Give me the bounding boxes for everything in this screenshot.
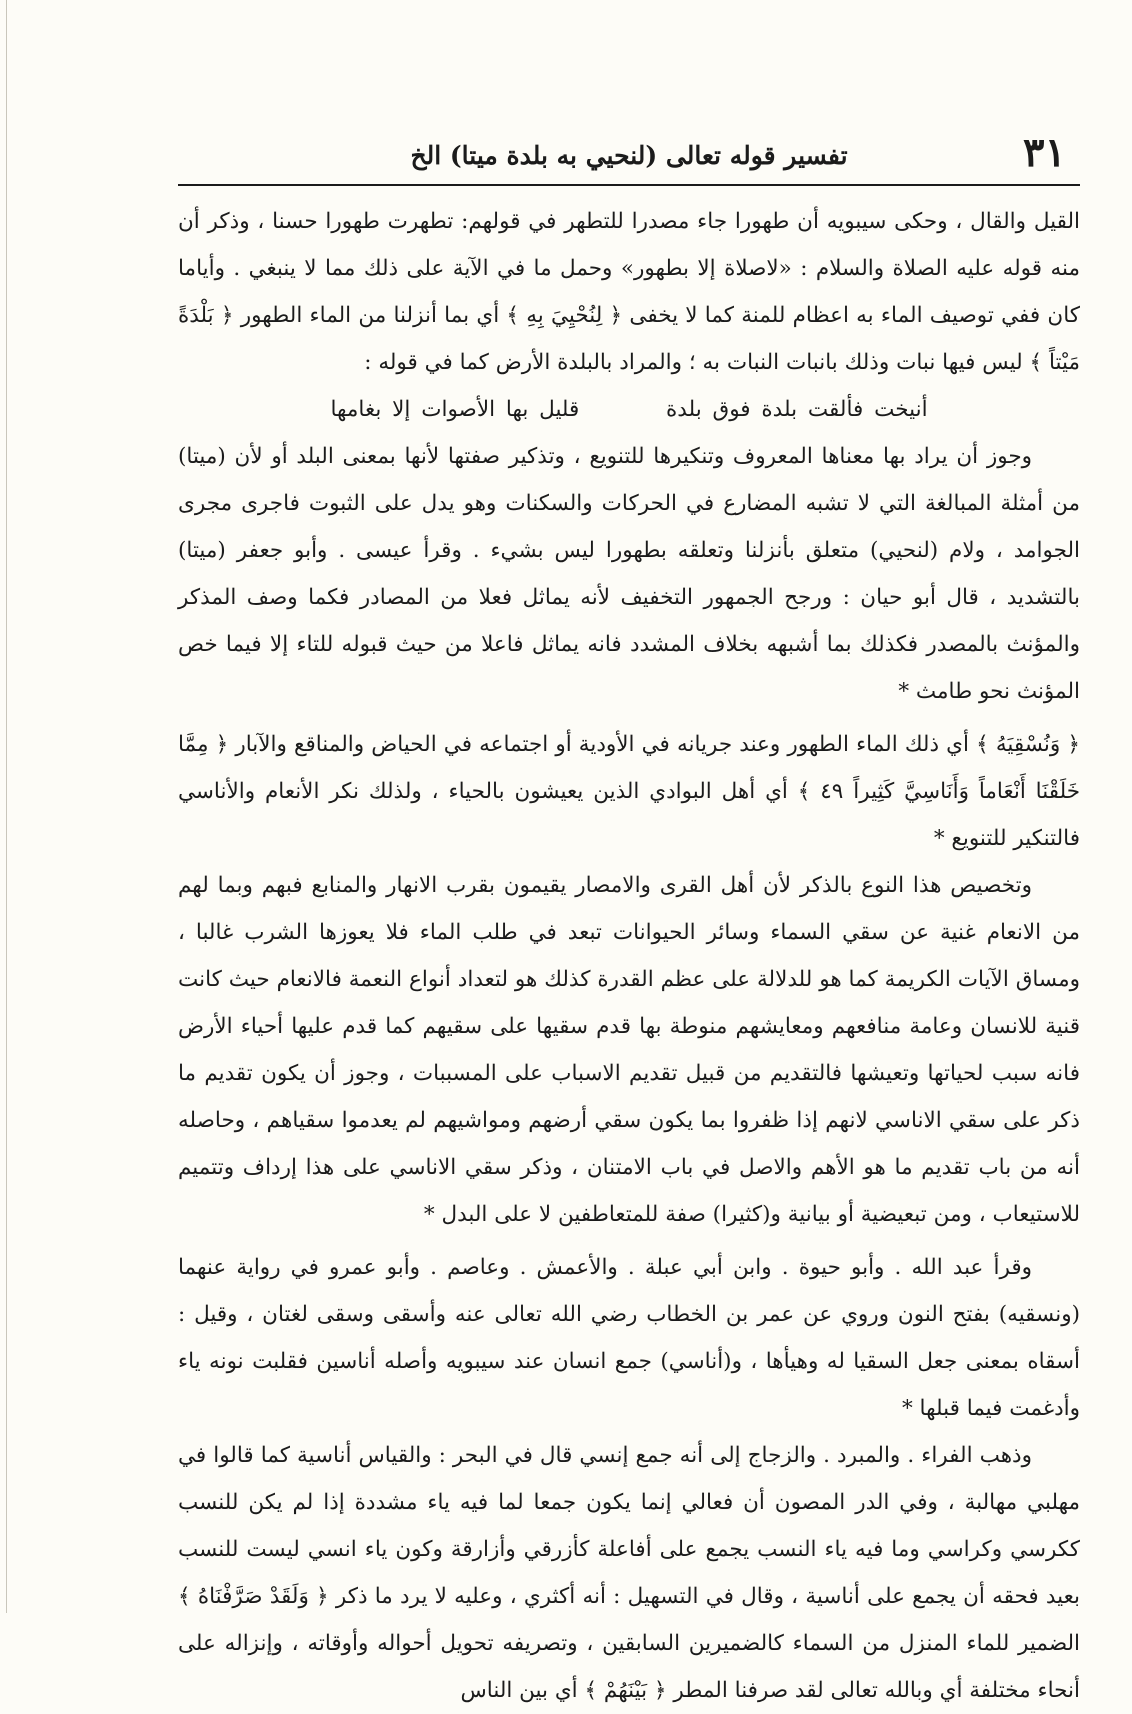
text-line: أنه أكثري ، وعليه لا يرد ما ذكر ﴿ وَلَقَدْ صَرَّفْنَاهُ ﴾ الضمير للماء المنزل من السماء كالضميرين السابقين ، bbox=[178, 1584, 1081, 1656]
text-line: ﴿ مِمَّا خَلَقْنَا أَنْعَاماً وَأَنَاسِيَّ كَثِيراً ٤٩ ﴾ أي أهل البوادي الذين يعيشون بالحياء ، ولذلك نكر bbox=[178, 732, 1080, 804]
text-line: النبات به ؛ والمراد بالبلدة الأرض كما في قوله : bbox=[364, 350, 780, 375]
paragraph-indent bbox=[1032, 873, 1080, 898]
text-line: جعل السقيا له وهيأها ، و(أناسي) جمع انسان عند سيبويه وأصله أناسين فقلبت نونه ياء وأدغمت فيما قبلها * bbox=[178, 1349, 1080, 1421]
paragraph-indent bbox=[1032, 1443, 1080, 1468]
text-line: وقرأ عبد الله . وأبو حيوة . وابن أبي عبلة . والأعمش . وعاصم . وأبو عمرو في رواية عنهما (ونسقيه) bbox=[178, 1255, 1080, 1327]
text-line: بفتح النون وروي عن عمر بن الخطاب رضي الله تعالى عنه وأسقى وسقى لغتان ، وقيل : أسقاه بمعنى bbox=[178, 1302, 1080, 1374]
paragraph bbox=[178, 433, 1080, 715]
verse-hemistich-left: قليل بها الأصوات إلا بغامها bbox=[330, 397, 580, 422]
text-line: وجوز أن يراد بها معناها المعروف وتنكيرها للتنويع ، وتذكير صفتها لأنها بمعنى البلد أو لأن (ميتا) من bbox=[178, 444, 1080, 516]
text-line: في باب الامتنان ، وذكر سقي الاناسي على هذا إرداف وتتميم للاستيعاب ، ومن تبعيضية أو بيانية و(كثيرا) صفة bbox=[178, 1155, 1080, 1227]
paragraph-indent bbox=[1032, 1255, 1080, 1280]
page-number: ٣١ bbox=[1023, 129, 1066, 176]
text-line: ورجح الجمهور التخفيف لأنه يماثل فعلا من المصادر فكما وصف المذكر والمؤنث بالمصدر فكذلك bbox=[178, 585, 1080, 657]
text-line: أمثلة المبالغة التي لا تشبه المضارع في الحركات والسكنات وهو يدل على الثبوت فاجرى مجرى الجوامد ، ولام bbox=[178, 491, 1080, 563]
text-line: الأنعام والأناسي فالتنكير للتنويع * bbox=[178, 779, 1080, 851]
text-line: ظفروا بما يكون سقي أرضهم ومواشيهم لم يعدموا سقياهم ، وحاصله أنه من باب تقديم ما هو الأهم والاصل bbox=[178, 1108, 1080, 1180]
text-line: المصون أن فعالي إنما يكون جمعا لما فيه ياء مشددة إذا لم يكن للنسب ككرسي وكراسي وما فيه ياء النسب bbox=[178, 1490, 1080, 1562]
text-line: الكريمة كما هو للدلالة على عظم القدرة كذلك هو لتعداد أنواع النعمة فالانعام حيث كانت قنية للانسان وعامة bbox=[178, 967, 1080, 1039]
paragraph bbox=[178, 198, 1080, 386]
text-line: فالتقديم من قبيل تقديم الاسباب على المسببات ، وجوز أن يكون تقديم ما ذكر على سقي الاناسي لانهم إذا bbox=[178, 1061, 1080, 1133]
verse-hemistich-right: أنيخت فألقت بلدة فوق بلدة bbox=[666, 397, 928, 422]
running-title: تفسير قوله تعالى (لنحيي به بلدة ميتا) الخ bbox=[410, 141, 848, 170]
paragraph bbox=[178, 1244, 1080, 1432]
text-line: بما أشبهه بخلاف المشدد فانه يماثل فاعلا من حيث قبوله للتاء إلا فيما خص المؤنث نحو طامث * bbox=[178, 632, 1080, 704]
text-line: للمتعاطفين لا على البدل * bbox=[423, 1202, 659, 1227]
paragraph bbox=[178, 1432, 1080, 1714]
text-line: عليه الصلاة والسلام : «لاصلاة إلا بطهور» وحمل ما في الآية على ذلك مما لا ينبغي . وأياما كان ففي توصيف الماء bbox=[178, 256, 1080, 328]
text-line: من الانعام غنية عن سقي السماء وسائر الحيوانات تبعد في طلب الماء فلا يعوزها الشرب غالبا ، ومساق الآيات bbox=[178, 920, 1080, 992]
text-line: يجمع على أفاعلة كأزرقي وأزارقة وكون ياء انسي ليست للنسب بعيد فحقه أن يجمع على أناسية ، وقال في التسهيل : bbox=[178, 1537, 1080, 1609]
scan-edge-line bbox=[6, 0, 7, 1613]
text-line: وذهب الفراء . والمبرد . والزجاج إلى أنه جمع إنسي قال في البحر : والقياس أناسية كما قالوا في مهلبي مهالبة ، وفي الدر bbox=[178, 1443, 1081, 1515]
page-body bbox=[178, 186, 1080, 1714]
poetry-verse bbox=[178, 386, 1080, 433]
paragraph-indent bbox=[1032, 444, 1080, 469]
text-line: ﴿ وَنُسْقِيَهُ ﴾ أي ذلك الماء الطهور وعند جريانه في الأودية أو اجتماعه في الحياض والمناقع والآبار bbox=[235, 732, 1080, 757]
text-line: القيل والقال ، وحكى سيبويه أن طهورا جاء مصدرا للتطهر في قولهم: تطهرت طهورا حسنا ، وذكر أن منه قوله bbox=[178, 209, 1081, 281]
page-header bbox=[178, 128, 1080, 186]
paragraph bbox=[178, 721, 1080, 862]
text-line: وتخصيص هذا النوع بالذكر لأن أهل القرى والامصار يقيمون بقرب الانهار والمنابع فبهم وبما لهم bbox=[178, 873, 1032, 898]
paragraph bbox=[178, 862, 1080, 1238]
book-page bbox=[178, 128, 1080, 1714]
text-line: وتصريفه تحويل أحواله وأوقاته ، وإنزاله على أنحاء مختلفة أي وبالله تعالى لقد صرفنا المطر ﴿ بَيْنَهُمْ ﴾ أي بين الناس bbox=[178, 1631, 1080, 1703]
text-line: به اعظام للمنة كما لا يخفى ﴿ لِنُحْيِيَ بِهِ ﴾ أي بما أنزلنا من الماء الطهور ﴿ بَلْدَةً مَيْتاً ﴾ ليس فيها نبات وذلك بانبات bbox=[178, 303, 1080, 375]
text-line: منافعهم ومعايشهم منوطة بها قدم سقيها على سقيهم كما قدم عليها أحياء الأرض فانه سبب لحياتها وتعيشها bbox=[178, 1014, 1080, 1086]
text-line: (لنحيي) متعلق بأنزلنا وتعلقه بطهورا ليس بشيء . وقرأ عيسى . وأبو جعفر (ميتا) بالتشديد ، قال أبو حيان : bbox=[178, 538, 1080, 610]
